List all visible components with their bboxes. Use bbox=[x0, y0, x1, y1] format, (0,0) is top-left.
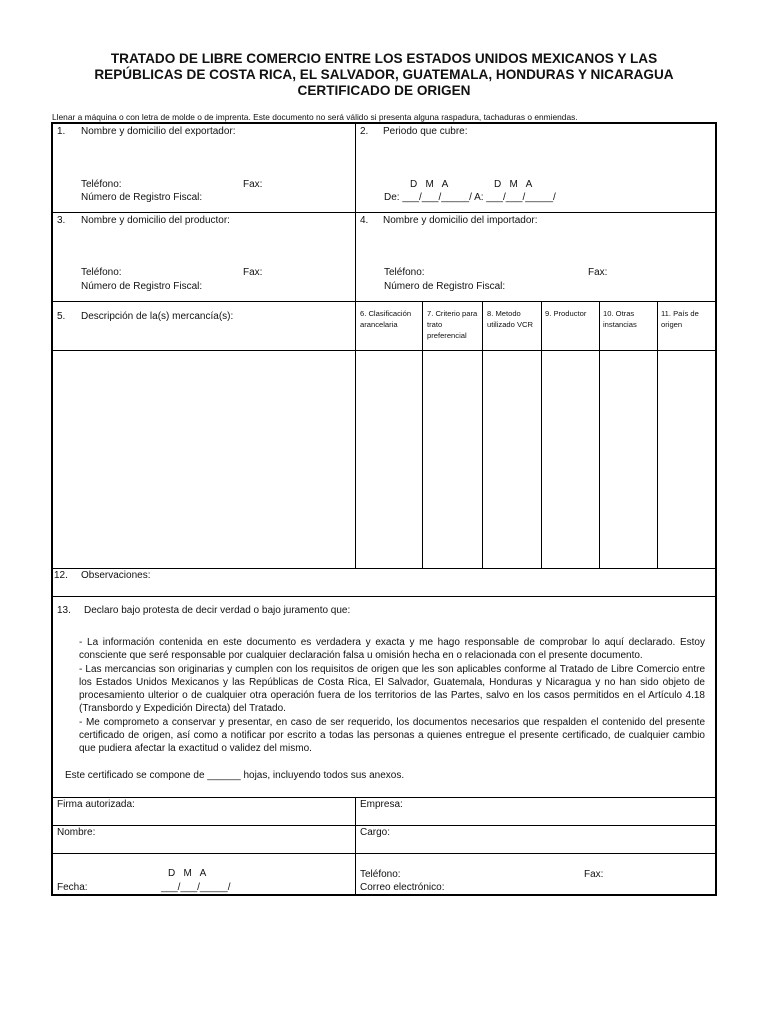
divider-col-10 bbox=[599, 301, 600, 568]
divider-signature bbox=[53, 825, 715, 826]
field-12-label: Observaciones: bbox=[81, 570, 151, 581]
divider-row-2 bbox=[53, 301, 715, 302]
nombre-label: Nombre: bbox=[57, 827, 96, 838]
field-5-label: Descripción de la(s) mercancía(s): bbox=[81, 311, 234, 322]
fecha-blanks: ___/___/_____/ bbox=[161, 882, 231, 893]
correo-electronico-label: Correo electrónico: bbox=[360, 882, 445, 893]
field-2-number: 2. bbox=[360, 126, 369, 137]
field-4-label: Nombre y domicilio del importador: bbox=[383, 215, 538, 226]
divider-declaration bbox=[53, 797, 715, 798]
declaration-bullet-1: - La información contenida en este documento es verdadera y exacta y me hago responsable de comprobar lo aquí declarado. Estoy consciente que seré responsable por cualquier declaración falsa u omisión hecha en o relacionada con el presente documento. bbox=[79, 637, 705, 661]
divider-col-main bbox=[355, 124, 356, 568]
field-2-dma-to: D M A bbox=[494, 179, 533, 190]
cargo-label: Cargo: bbox=[360, 827, 391, 838]
field-3-fax: Fax: bbox=[243, 267, 263, 278]
divider-col-8 bbox=[482, 301, 483, 568]
pages-statement: Este certificado se compone de ______ hojas, incluyendo todos sus anexos. bbox=[65, 770, 405, 781]
divider-col-7 bbox=[422, 301, 423, 568]
empresa-label: Empresa: bbox=[360, 799, 403, 810]
divider-col-9 bbox=[541, 301, 542, 568]
field-4-fax: Fax: bbox=[588, 267, 608, 278]
signature-fax: Fax: bbox=[584, 869, 604, 880]
field-1-number: 1. bbox=[57, 126, 66, 137]
field-5-number: 5. bbox=[57, 311, 66, 322]
column-header-metodo: 8. Metodo utilizado VCR bbox=[487, 309, 534, 329]
column-header-criterio: 7. Criterio para trato preferencial bbox=[427, 309, 478, 340]
field-3-rfc: Número de Registro Fiscal: bbox=[81, 281, 203, 292]
field-1-label: Nombre y domicilio del exportador: bbox=[81, 126, 236, 137]
field-13-number: 13. bbox=[57, 605, 71, 616]
column-header-clasificacion: 6. Clasificación arancelaria bbox=[360, 309, 412, 329]
divider-row-1 bbox=[53, 212, 715, 213]
title-line-1: TRATADO DE LIBRE COMERCIO ENTRE LOS ESTADOS UNIDOS MEXICANOS Y LAS bbox=[110, 51, 658, 66]
divider-observaciones bbox=[53, 596, 715, 597]
declaration-bullet-2: - Las mercancias son originarias y cumplen con los requisitos de origen que les son aplicables conforme al Tratado de Libre Comercio entre los Estados Unidos Mexicanos y las Repúblicas de Costa Rica, El Salvador, Guatemala, Honduras y Nicaragua y no han sido objeto de procesamiento ulterior o de cualquier otra operación fuera de los territorios de las Partes, salvo en los casos permitidos en el Artículo 4.18 (Transbordo y Expedición Directa) del Tratado. bbox=[79, 664, 705, 714]
fecha-label: Fecha: bbox=[57, 882, 88, 893]
field-12-number: 12. bbox=[54, 570, 68, 581]
field-13-label: Declaro bajo protesta de decir verdad o bajo juramento que: bbox=[84, 605, 351, 616]
firma-autorizada-label: Firma autorizada: bbox=[57, 799, 135, 810]
field-3-number: 3. bbox=[57, 215, 66, 226]
field-4-phone: Teléfono: bbox=[384, 267, 425, 278]
divider-name bbox=[53, 853, 715, 854]
column-header-otras-instancias: 10. Otras instancias bbox=[603, 309, 637, 329]
field-2-label: Periodo que cubre: bbox=[383, 126, 468, 137]
divider-col-11 bbox=[657, 301, 658, 568]
field-3-phone: Teléfono: bbox=[81, 267, 122, 278]
fecha-dma: D M A bbox=[168, 868, 207, 879]
field-2-dma-from: D M A bbox=[410, 179, 449, 190]
instructions-note: Llenar a máquina o con letra de molde o de imprenta. Este documento no será válido si presenta alguna raspadura, tachaduras o enmiendas. bbox=[52, 112, 578, 122]
title-line-3: CERTIFICADO DE ORIGEN bbox=[297, 83, 471, 98]
field-1-fax: Fax: bbox=[243, 179, 263, 190]
divider-signature-col bbox=[355, 797, 356, 894]
divider-header-row bbox=[53, 350, 715, 351]
field-3-label: Nombre y domicilio del productor: bbox=[81, 215, 230, 226]
declaration-bullet-3: - Me comprometo a conservar y presentar, en caso de ser requerido, los documentos necesarios que respalden el contenido del presente certificado de origen, así como a notificar por escrito a todas las personas a quienes entregue el presente certificado, de cualquier cambio que pudiera afectar la exactitud o validez del mismo. bbox=[79, 717, 705, 754]
field-2-date-range: De: ___/___/_____/ A: ___/___/_____/ bbox=[384, 192, 556, 203]
column-header-productor: 9. Productor bbox=[545, 309, 587, 318]
field-1-rfc: Número de Registro Fiscal: bbox=[81, 192, 203, 203]
document-title bbox=[52, 51, 716, 99]
column-header-pais-origen: 11. País de origen bbox=[661, 309, 699, 329]
signature-phone: Teléfono: bbox=[360, 869, 401, 880]
field-4-number: 4. bbox=[360, 215, 369, 226]
field-4-rfc: Número de Registro Fiscal: bbox=[384, 281, 506, 292]
title-line-2: REPÚBLICAS DE COSTA RICA, EL SALVADOR, GUATEMALA, HONDURAS Y NICARAGUA bbox=[94, 67, 674, 82]
field-1-phone: Teléfono: bbox=[81, 179, 122, 190]
divider-goods-end bbox=[53, 568, 715, 569]
certificate-form bbox=[51, 122, 717, 896]
